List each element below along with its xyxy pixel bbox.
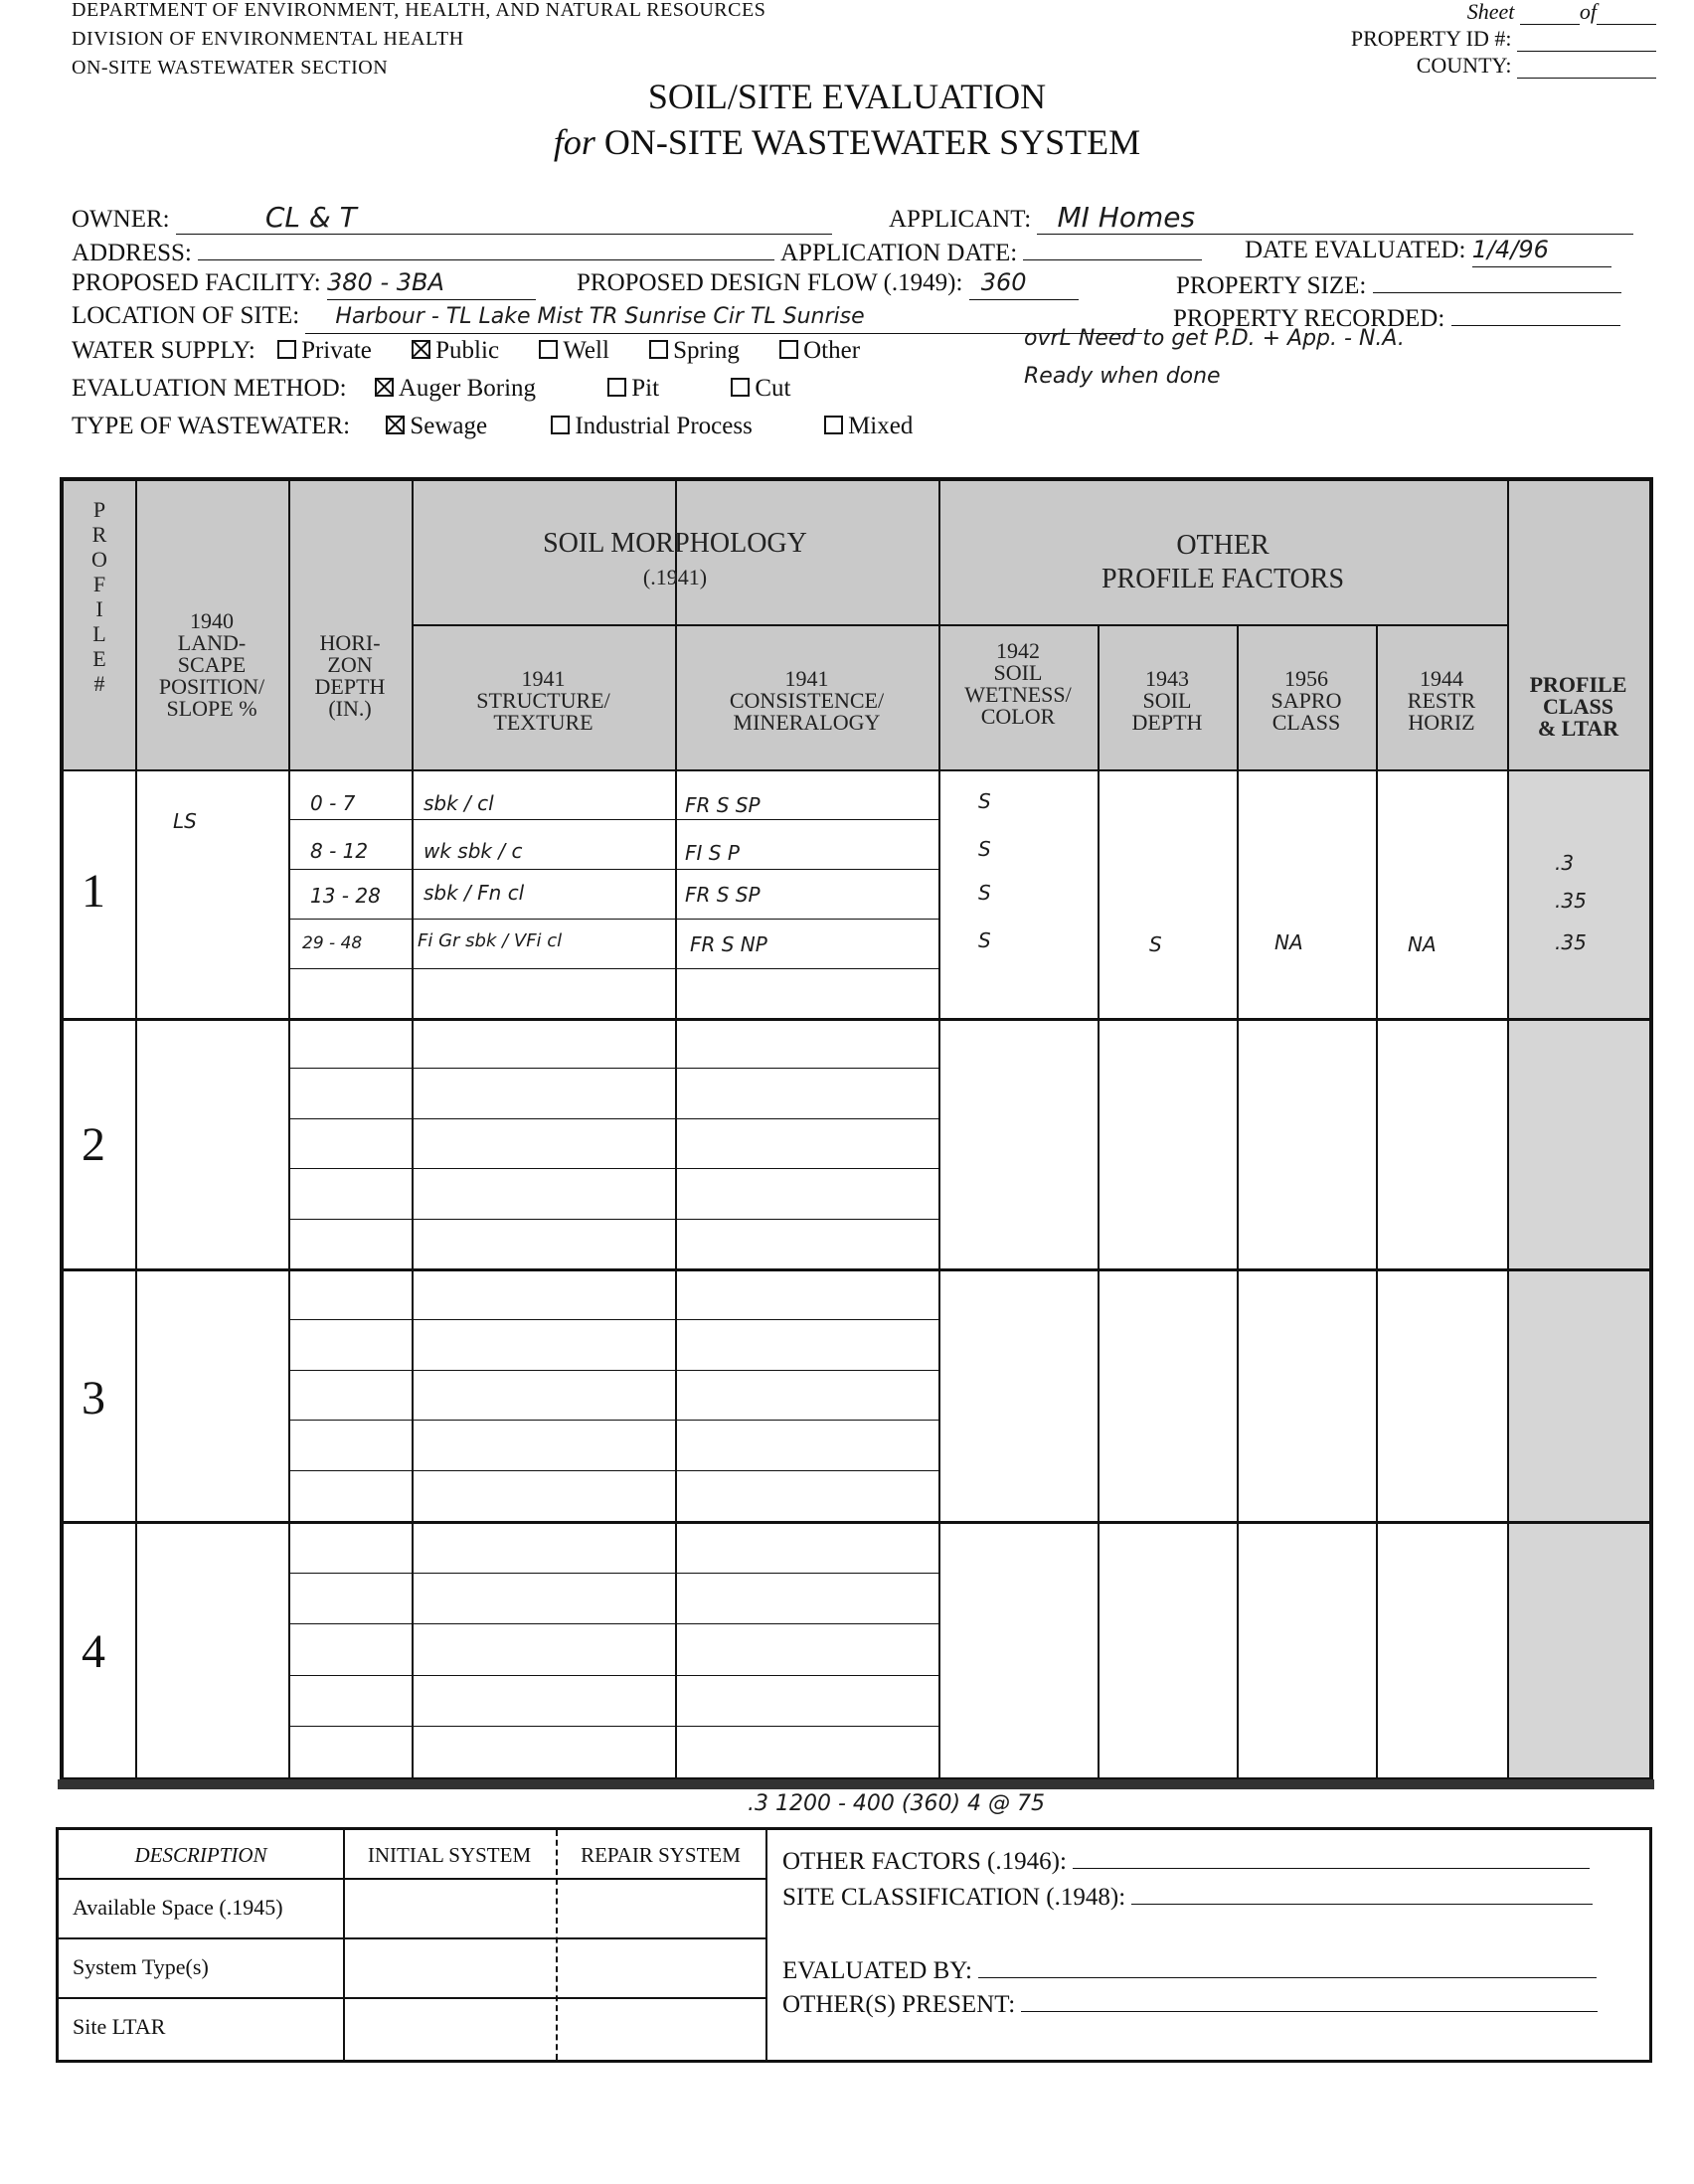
ww-industrial-label: Industrial Process (575, 413, 753, 439)
site-ltar-label: Site LTAR (73, 2014, 166, 2039)
design-flow-row (577, 266, 1079, 300)
property-recorded-field[interactable] (1451, 299, 1620, 326)
property-size-label: PROPERTY SIZE: (1176, 272, 1367, 299)
evaluated-by-row (782, 1953, 1597, 1987)
site-classification-row (782, 1880, 1593, 1914)
checked-checkbox-icon (412, 340, 430, 359)
eval-cut[interactable] (731, 375, 790, 402)
checkbox-icon (551, 416, 570, 434)
horizon-row-line (288, 1726, 938, 1727)
of-field[interactable] (1597, 4, 1656, 25)
system-type-label: System Type(s) (73, 1954, 209, 1979)
wetness-value: S (978, 928, 991, 952)
date-evaluated-row (1245, 234, 1611, 267)
checkbox-icon (649, 340, 668, 359)
county-label: COUNTY: (1416, 53, 1512, 78)
applicant-field[interactable]: MI Homes (1037, 201, 1633, 235)
horizon-row-line (288, 869, 938, 870)
ww-industrial[interactable] (551, 413, 752, 439)
handwritten-note-1: ovrL Need to get P.D. + App. - N.A. (1024, 326, 1405, 351)
sheet-field[interactable] (1520, 4, 1580, 25)
facility-field[interactable]: 380 - 3BA (327, 266, 536, 300)
structure-value: Fi Gr sbk / VFi cl (418, 930, 563, 951)
sheet-info (1351, 0, 1656, 79)
initial-system-header: INITIAL SYSTEM (367, 1843, 532, 1867)
facility-row (72, 266, 536, 300)
ltar-value: .35 (1555, 930, 1587, 954)
page-title: SOIL/SITE EVALUATION (647, 77, 1047, 116)
soil-depth-value: S (1149, 932, 1162, 956)
checkbox-icon (607, 378, 626, 397)
checked-checkbox-icon (375, 378, 394, 397)
wetness-value: S (978, 881, 991, 905)
checkbox-icon (731, 378, 750, 397)
horizon-row-line (288, 1370, 938, 1371)
horizon-row-line (288, 1470, 938, 1471)
property-recorded-label: PROPERTY RECORDED: (1173, 305, 1445, 332)
design-flow-label: PROPOSED DESIGN FLOW (.1949): (577, 269, 963, 296)
application-date-label: APPLICATION DATE: (780, 240, 1018, 266)
application-date-field[interactable] (1023, 234, 1202, 260)
consistence-value: FR S SP (685, 793, 761, 817)
landscape-value: LS (173, 809, 197, 833)
property-size-field[interactable] (1373, 266, 1621, 293)
ww-mixed-label: Mixed (848, 413, 914, 439)
location-row (72, 299, 1142, 334)
wetness-header: 1942 SOIL WETNESS/ COLOR (964, 638, 1072, 729)
profile-number: 2 (82, 1118, 105, 1171)
sapro-value: NA (1274, 930, 1303, 954)
calculation-note: .3 1200 - 400 (360) 4 @ 75 (748, 1791, 1046, 1816)
profile-number: 3 (82, 1372, 105, 1425)
evaluated-by-field[interactable] (978, 1953, 1597, 1978)
profile-number: 1 (82, 865, 105, 918)
water-spring-label: Spring (673, 337, 740, 364)
profile-header: P R O F I L E # (91, 497, 107, 696)
other-factors-label: OTHER FACTORS (.1946): (782, 1848, 1067, 1875)
checkbox-icon (824, 416, 843, 434)
other-factors-row (782, 1844, 1590, 1878)
horizon-row-line (288, 1068, 938, 1069)
ww-sewage[interactable] (386, 413, 487, 439)
description-header: DESCRIPTION (134, 1843, 267, 1867)
horizon-row-line (288, 968, 938, 969)
applicant-row (889, 201, 1633, 236)
wastewater-label: TYPE OF WASTEWATER: (72, 413, 351, 439)
checkbox-icon (539, 340, 558, 359)
ltar-value: .3 (1555, 851, 1575, 875)
design-flow-field[interactable]: 360 (969, 266, 1079, 300)
consistence-value: FR S SP (685, 883, 761, 907)
soil-depth-header: 1943 SOIL DEPTH (1131, 666, 1203, 735)
eval-auger[interactable] (375, 375, 536, 402)
structure-value: wk sbk / c (424, 839, 523, 863)
horizon-depth: 13 - 28 (310, 884, 381, 908)
of-label: of (1579, 0, 1597, 24)
water-supply-row (72, 334, 860, 367)
others-present-field[interactable] (1021, 1987, 1598, 2012)
water-public[interactable] (412, 337, 499, 364)
structure-value: sbk / Fn cl (424, 881, 525, 905)
agency-block (72, 0, 765, 83)
grid-bottom-band (58, 1779, 1654, 1789)
applicant-label: APPLICANT: (889, 206, 1032, 233)
water-other-label: Other (803, 337, 861, 364)
horizon-row-line (288, 1420, 938, 1421)
repair-system-header: REPAIR SYSTEM (581, 1843, 741, 1867)
eval-pit-label: Pit (631, 375, 660, 402)
title-for: for (553, 122, 595, 162)
class-column-shade (1507, 769, 1649, 1777)
eval-method-row (72, 372, 790, 405)
date-evaluated-label: DATE EVALUATED: (1245, 237, 1466, 263)
restr-header: 1944 RESTR HORIZ (1407, 666, 1476, 735)
checked-checkbox-icon (386, 416, 405, 434)
soil-morphology-header: SOIL MORPHOLOGY (.1941) (543, 528, 807, 589)
date-evaluated-field[interactable]: 1/4/96 (1472, 234, 1611, 267)
water-well-label: Well (563, 337, 609, 364)
landscape-header: 1940 LAND- SCAPE POSITION/ SLOPE % (158, 608, 265, 721)
others-present-label: OTHER(S) PRESENT: (782, 1991, 1016, 2018)
ww-sewage-label: Sewage (410, 413, 488, 439)
other-factors-field[interactable] (1073, 1844, 1590, 1869)
water-supply-label: WATER SUPPLY: (72, 337, 255, 364)
profile-table (60, 477, 1653, 1781)
agency-line: DEPARTMENT OF ENVIRONMENT, HEALTH, AND NATURAL RESOURCES (72, 0, 766, 21)
consistence-value: FR S NP (690, 932, 767, 956)
wetness-value: S (978, 789, 991, 813)
location-label: LOCATION OF SITE: (72, 302, 300, 329)
sheet-label: Sheet (1466, 0, 1515, 24)
water-private-label: Private (301, 337, 372, 364)
eval-auger-label: Auger Boring (398, 375, 537, 402)
address-row (72, 234, 774, 269)
owner-row (72, 201, 832, 236)
property-id-label: PROPERTY ID #: (1350, 26, 1512, 51)
handwritten-note-2: Ready when done (1024, 364, 1221, 389)
divider (765, 1830, 767, 2060)
consistence-header: 1941 CONSISTENCE/ MINERALOGY (729, 666, 885, 735)
owner-field[interactable]: CL & T (176, 201, 832, 235)
address-label: ADDRESS: (72, 240, 192, 266)
address-field[interactable] (198, 234, 774, 260)
restr-value: NA (1408, 932, 1437, 956)
checkbox-icon (779, 340, 798, 359)
available-space-label: Available Space (.1945) (73, 1895, 283, 1920)
structure-value: sbk / cl (424, 791, 494, 815)
horizon-row-line (288, 919, 938, 920)
ww-mixed[interactable] (824, 413, 913, 439)
structure-header: 1941 STRUCTURE/ TEXTURE (476, 666, 610, 735)
horizon-row-line (288, 1319, 938, 1320)
horizon-depth: 8 - 12 (310, 839, 369, 863)
profile-number: 4 (82, 1625, 105, 1678)
agency-line: DIVISION OF ENVIRONMENTAL HEALTH (72, 28, 464, 50)
water-spring[interactable] (649, 337, 740, 364)
wastewater-row (72, 410, 913, 442)
horizon-depth: 29 - 48 (302, 933, 363, 953)
facility-label: PROPOSED FACILITY: (72, 269, 321, 296)
eval-pit[interactable] (607, 375, 659, 402)
profile-class-header: PROFILE CLASS & LTAR (1529, 672, 1627, 741)
eval-cut-label: Cut (755, 375, 791, 402)
water-well[interactable] (539, 337, 609, 364)
water-private[interactable] (277, 337, 372, 364)
other-factors-header: OTHER PROFILE FACTORS (1101, 530, 1345, 594)
agency-line: ON-SITE WASTEWATER SECTION (72, 57, 389, 79)
property-size-row (1176, 266, 1621, 302)
water-public-label: Public (435, 337, 500, 364)
horizon-row-line (288, 1573, 938, 1574)
title-line2: ON-SITE WASTEWATER SYSTEM (603, 122, 1141, 162)
page-subtitle (0, 121, 1694, 163)
wetness-value: S (978, 837, 991, 861)
horizon-row-line (288, 1623, 938, 1624)
horizon-row-line (288, 1118, 938, 1119)
horizon-row-line (288, 1675, 938, 1676)
others-present-row (782, 1987, 1598, 2021)
location-field[interactable]: Harbour - TL Lake Mist TR Sunrise Cir TL Sunrise (305, 300, 1142, 334)
eval-method-label: EVALUATION METHOD: (72, 375, 347, 402)
horizon-header: HORI- ZON DEPTH (IN.) (314, 630, 386, 721)
summary-box (56, 1827, 1652, 2063)
water-other[interactable] (779, 337, 860, 364)
checkbox-icon (277, 340, 296, 359)
horizon-row-line (288, 1219, 938, 1220)
property-id-field[interactable] (1517, 31, 1656, 52)
horizon-row-line (288, 819, 938, 820)
application-date-row (780, 234, 1202, 269)
owner-label: OWNER: (72, 206, 170, 233)
horizon-depth: 0 - 7 (310, 791, 356, 815)
ltar-value: .35 (1555, 889, 1587, 913)
site-classification-field[interactable] (1131, 1880, 1593, 1905)
sapro-header: 1956 SAPRO CLASS (1270, 666, 1342, 735)
horizon-row-line (288, 1168, 938, 1169)
evaluated-by-label: EVALUATED BY: (782, 1957, 972, 1984)
consistence-value: FI S P (685, 841, 740, 865)
site-classification-label: SITE CLASSIFICATION (.1948): (782, 1884, 1126, 1911)
